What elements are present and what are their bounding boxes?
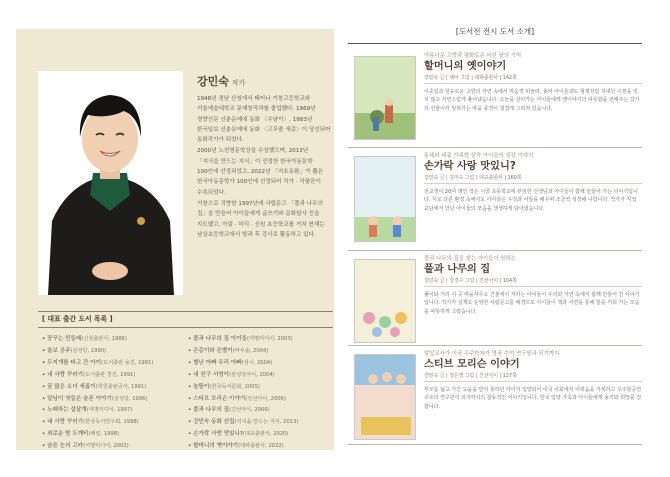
book-entry-text xyxy=(424,152,642,213)
book-subtitle: 풀과 나무의 집을 찾는 아이들이 원하는 xyxy=(424,256,516,262)
book-list-item: • 울보 공주(삼성당, 1990) xyxy=(42,346,192,358)
book-entry-3 xyxy=(348,255,642,348)
book-entry-4 xyxy=(348,350,642,443)
author-name: 강민숙 작가 xyxy=(197,75,246,88)
book-list-item: • 은총이와 은별이(바우솔, 2004) xyxy=(188,346,338,358)
book-list-item: • 할머니의 옛이야기(대파출판사, 2022) xyxy=(188,441,338,453)
book-meta: 강민숙 글 | 새이 그림 | 대파출판사 | 142쪽 xyxy=(424,74,642,84)
book-meta: 강민숙 글 | 강경수 그림 | 진선아이 | 104쪽 xyxy=(424,277,642,287)
author-bio xyxy=(197,94,331,241)
author-photo xyxy=(38,71,183,295)
entry-separator xyxy=(348,250,642,251)
book-description: 전교생이 20여 명인 작은 시골 초등학교에 부임한 선생님과 아이들이 함께 만들어 가는 이야기입니다. 서로 다른 환경 속에서도 아이들은 우정과 사랑을 배우며 조금씩 성장해 나갑니다. 작가가 직접 교단에서 만난 아이들의 모습을 생생하게 담아냈습니다. xyxy=(424,189,638,212)
book-list-item: • 슬픈 눈의 고카(여명미디어, 2002) xyxy=(42,441,192,453)
book-cover xyxy=(354,259,416,343)
bio-paragraph: 거창으로 귀향한 1997년에 사립문고 「풀과 나무의 집」을 만들어 아이들에게 글쓰기와 문화답사 등을 지도했고, 아림 · 하리 · 신원 초등학교를 거쳐 현재는 남상초등학교에서 방과 후 강사로 활동하고 있다. xyxy=(197,200,325,238)
book-description: 이중업과 원유로운 고향의 자연 속에서 마음껏 뛰놀며, 올바 아이들과도 형제처럼 지내던 시절을 잊지 않고 자연스럽게 풀어냈습니다. 오늘을 살아가는 아이들에게 옛이야기의 따뜻함을 전해주는 작가의 선물이자 잊혀가는 마을 풍경이 정겹게 그려져 있습니다. xyxy=(424,89,640,112)
book-list-item: • 내 사랑 꾸러기(도서출판 청진, 1991) xyxy=(42,370,192,382)
book-subtitle: 동네와 내몸 가족한 삼곡 아이들의 성장 이야기 xyxy=(424,153,534,159)
entry-separator xyxy=(348,345,642,346)
book-list-item: • 별난 아빠 우리 아빠(섬시, 2004) xyxy=(188,358,338,370)
book-list-col-1 xyxy=(42,334,192,453)
title-rule xyxy=(348,43,642,44)
book-list-item: • 꿈 많은 소녀 새롬이(학원출판공사, 1991) xyxy=(42,382,192,394)
book-list-item: • 놀뜸이(한국독서문화, 2005) xyxy=(188,382,338,394)
book-entry-1 xyxy=(348,52,642,145)
entry-separator xyxy=(348,147,642,148)
book-meta: 강민숙 글 | 정은경 그림 | 진선아이 | 127쪽 xyxy=(424,372,642,382)
book-title: 할머니의 옛이야기 xyxy=(424,61,507,72)
author-panel xyxy=(16,29,334,450)
book-list-item: • 꽁꾸는 민들레(신원출판사, 1986) xyxy=(42,334,192,346)
book-list-item: • 달님이 엿들은 슬픈 이야기(삼성당, 1996) xyxy=(42,394,192,406)
book-list-item: • 스티브 모리슨 이야기(진선아이, 2006) xyxy=(188,394,338,406)
author-role: 작가 xyxy=(231,79,246,87)
book-subtitle: 아름다운 고향과 평화로운 어린 날의 기억 xyxy=(424,53,522,59)
exhibition-title: [도서전 전시 도서 소개] xyxy=(455,27,535,36)
book-cover xyxy=(354,156,416,242)
book-description: 풀이와 거리 이 곳 마을사무소 건물에서 자라는 아이들이 우리와 자연 속에서 함께 만들어 간 이야기입니다. 작가가 실제로 운영한 사립문고를 배경으로 아이들이 책과 자연을 통해 꿈을 키워 가는 모습을 따뜻하게 그렸습니다. xyxy=(424,292,640,315)
book-list-col-2 xyxy=(188,334,338,453)
book-list-item: • 내 친구 서영이(삼성당아이, 2004) xyxy=(188,370,338,382)
bio-paragraph: 2000년 노천명문학상을 수상했으며, 2013년 「지식을 만드는 지식」이 선정한 한국아동문학 100인에 선정되었고, 2022년 「지호동화」가 뽑은 한국아동문학가 100인에 선정되어 작가 · 작품론이 수록되었다. xyxy=(197,148,324,196)
book-entry-text xyxy=(424,52,642,113)
book-title: 손가락 사랑 맛있니? xyxy=(424,161,516,172)
book-title: 풀과 나무의 집 xyxy=(424,264,491,275)
book-description: 부모를 잃고 가진 도움을 받지 못하던 아이가 입양되어 미국 사회에서 어려움을 극복하고 우주항공연구소의 연구원이 되기까지의 감동적인 이야기입니다. 한국 입양 가족과 아이들에게 용기와 희망을 전합니다. xyxy=(424,387,642,410)
book-list-item: • 노래하는 삽살개(여명미디어, 1997) xyxy=(42,405,192,417)
book-list-item: • 두지개를 타고 간 아이(도서출판 용진, 1991) xyxy=(42,358,192,370)
book-list-item: • 풀과 나무의 집 아이들(여명미디어, 2003) xyxy=(188,334,338,346)
book-cover xyxy=(354,354,416,440)
book-list-item: • 손가락 사랑 맛있니?(대교출판사, 2020) xyxy=(188,429,338,441)
book-list-title: [ 대표 출간 도서 목록 ] xyxy=(38,311,333,328)
book-meta: 강민숙 글 | 김미숙 그림 | 대교출판사 | 160쪽 xyxy=(424,174,642,184)
book-entry-2 xyxy=(348,152,642,250)
book-list-item: • 외로운 밤 도깨비(해림, 1998) xyxy=(42,429,192,441)
book-list-item: • 강민숙 동화 선집(지식을 만드는 지식, 2013) xyxy=(188,417,338,429)
book-list-item: • 풀과 나무의 집(진선아이, 2006) xyxy=(188,405,338,417)
book-subtitle: 알앞교사가 이국 우주학자가 영국 수억 연구원과 되기까지 xyxy=(424,351,560,357)
book-entry-text xyxy=(424,350,642,411)
book-list-item: • 내 사랑 꾸러기(한국독서연구회, 1998) xyxy=(42,417,192,429)
book-cover xyxy=(354,56,416,140)
book-entry-text xyxy=(424,255,642,316)
book-title: 스티브 모리슨 이야기 xyxy=(424,359,520,370)
bio-paragraph: 1948년 경남 산청에서 태어나 거창고등학교와 서울예술대학교 문예창작과를 졸업했다. 1969년 경향신문 신춘문예에 동화 〈수남이〉, 1983년 한국일보 신춘문예에 동화 〈고무줄 새총〉이 당선되어 동화작가가 되었다. xyxy=(197,96,331,144)
entry-separator xyxy=(348,444,642,445)
